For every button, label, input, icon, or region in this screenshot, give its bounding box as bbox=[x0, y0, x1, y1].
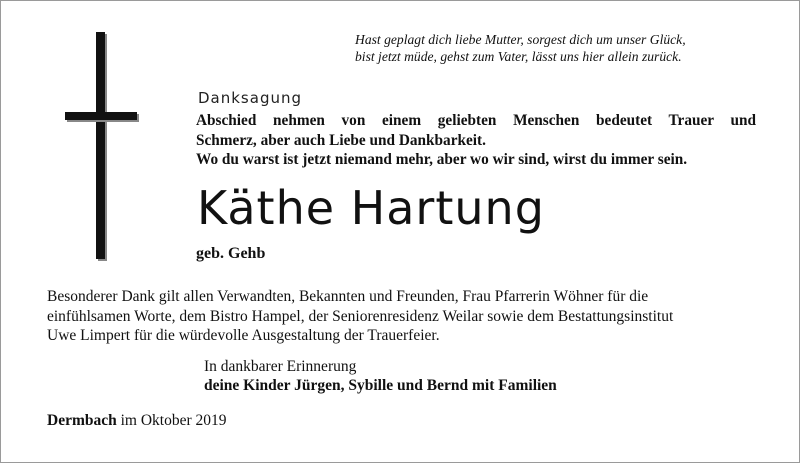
gratitude-line: Uwe Limpert für die würdevolle Ausgestaltung der Trauerfeier. bbox=[47, 327, 440, 344]
deceased-name: Käthe Hartung bbox=[197, 181, 545, 235]
gratitude-line: Besonderer Dank gilt allen Verwandten, Bekannten und Freunden, Frau Pfarrerin Wöhner für die bbox=[47, 288, 649, 305]
cross-icon bbox=[65, 32, 137, 259]
family-signature: deine Kinder Jürgen, Sybille und Bernd mit Familien bbox=[204, 377, 557, 394]
poem-line: Hast geplagt dich liebe Mutter, sorgest dich um unser Glück, bbox=[355, 32, 686, 47]
farewell-line: Wo du warst ist jetzt niemand mehr, aber wo wir sind, wirst du immer sein. bbox=[196, 151, 688, 168]
gratitude-text bbox=[47, 287, 727, 346]
poem bbox=[355, 31, 745, 65]
place: Dermbach bbox=[47, 412, 117, 429]
place-date bbox=[47, 412, 227, 430]
memory-line: In dankbarer Erinnerung bbox=[204, 358, 357, 375]
farewell-text bbox=[196, 111, 756, 170]
thanks-heading: Danksagung bbox=[198, 89, 302, 107]
date: im Oktober 2019 bbox=[120, 412, 227, 429]
farewell-line: Abschied nehmen von einem geliebten Menschen bedeutet Trauer und bbox=[196, 112, 756, 129]
birth-name: geb. Gehb bbox=[196, 245, 266, 262]
cross-horizontal-beam bbox=[65, 112, 137, 120]
cross-vertical-beam bbox=[96, 32, 105, 259]
poem-line: bist jetzt müde, gehst zum Vater, lässt uns hier allein zurück. bbox=[355, 49, 682, 64]
gratitude-line: einfühlsamen Worte, dem Bistro Hampel, der Seniorenresidenz Weilar sowie dem Bestattungsinstitut bbox=[47, 307, 674, 325]
farewell-line: Schmerz, aber auch Liebe und Dankbarkeit. bbox=[196, 131, 486, 149]
